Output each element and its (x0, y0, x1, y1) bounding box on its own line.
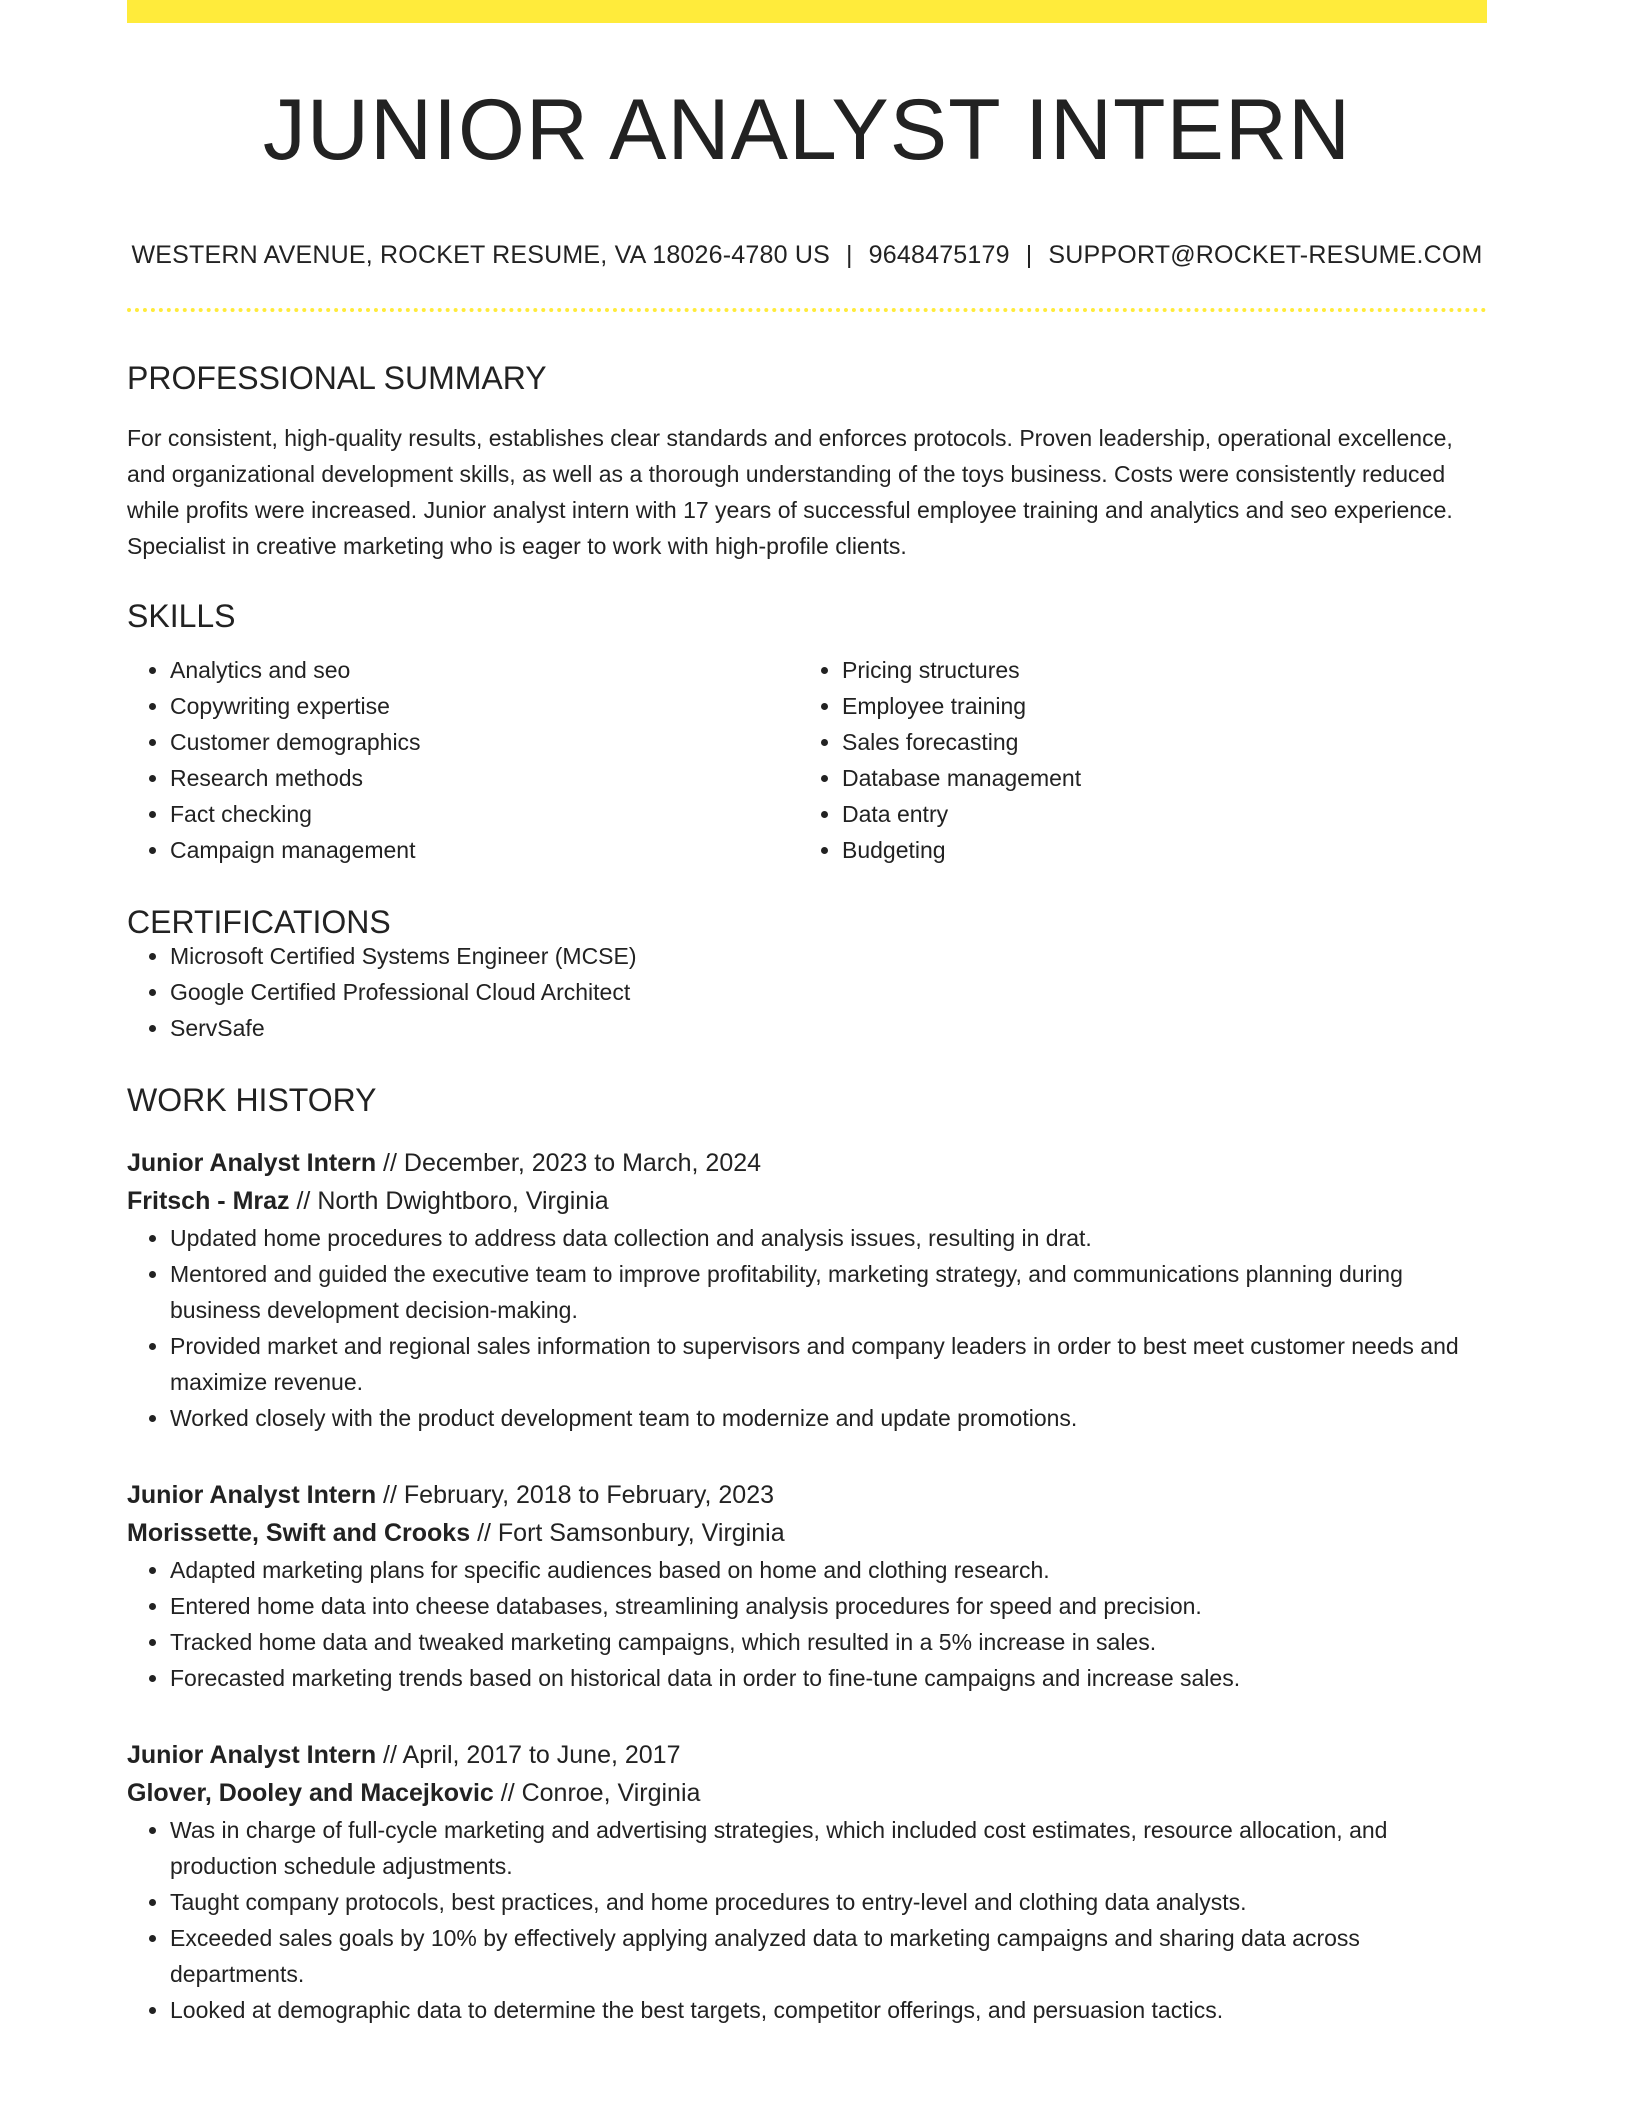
job-location: // Fort Samsonbury, Virginia (470, 1519, 785, 1547)
job-title-line (127, 1144, 1487, 1182)
job-company: Morissette, Swift and Crooks (127, 1519, 471, 1547)
contact-line (127, 241, 1487, 270)
skill-item: • Copywriting expertise (170, 688, 799, 724)
job-title-line (127, 1476, 1487, 1514)
job-bullet: • Tracked home data and tweaked marketing campaigns, which resulted in a 5% increase in sales. (170, 1624, 1487, 1660)
skills-column-left (127, 652, 799, 868)
job-bullet: • Provided market and regional sales information to supervisors and company leaders in order to best meet customer needs and maximize revenue. (170, 1328, 1487, 1400)
job-entry (127, 1144, 1487, 1436)
job-bullet: • Exceeded sales goals by 10% by effectively applying analyzed data to marketing campaigns and sharing data across departments. (170, 1920, 1487, 1992)
job-bullets (127, 1552, 1487, 1696)
summary-heading: PROFESSIONAL SUMMARY (127, 360, 547, 396)
skill-item: • Sales forecasting (842, 724, 1471, 760)
job-bullet: • Forecasted marketing trends based on historical data in order to fine-tune campaigns and increase sales. (170, 1660, 1487, 1696)
certifications-heading: CERTIFICATIONS (127, 904, 391, 940)
job-bullet: • Adapted marketing plans for specific audiences based on home and clothing research. (170, 1552, 1487, 1588)
job-bullet: • Worked closely with the product development team to modernize and update promotions. (170, 1400, 1487, 1436)
header-divider (127, 308, 1487, 312)
skills-list-right (799, 652, 1471, 868)
skills-column-right (799, 652, 1471, 868)
job-title-line (127, 1736, 1487, 1774)
job-company: Glover, Dooley and Macejkovic (127, 1779, 494, 1807)
contact-email: SUPPORT@ROCKET-RESUME.COM (1048, 241, 1483, 269)
job-location: // North Dwightboro, Virginia (289, 1187, 609, 1215)
job-bullet: • Was in charge of full-cycle marketing and advertising strategies, which included cost estimates, resource allocation, and production schedule adjustments. (170, 1812, 1487, 1884)
skill-item: • Campaign management (170, 832, 799, 868)
job-company-line (127, 1514, 1487, 1552)
resume-name: JUNIOR ANALYST INTERN (262, 82, 1352, 178)
skill-item: • Employee training (842, 688, 1471, 724)
contact-phone: 9648475179 (868, 241, 1010, 269)
job-title: Junior Analyst Intern (127, 1741, 377, 1769)
certification-item: • Microsoft Certified Systems Engineer (MCSE) (170, 938, 1487, 974)
job-dates: // April, 2017 to June, 2017 (376, 1741, 681, 1769)
skill-item: • Budgeting (842, 832, 1471, 868)
job-bullet: • Entered home data into cheese databases, streamlining analysis procedures for speed and precision. (170, 1588, 1487, 1624)
job-title: Junior Analyst Intern (127, 1481, 377, 1509)
work-history-heading: WORK HISTORY (127, 1082, 377, 1118)
skill-item: • Research methods (170, 760, 799, 796)
job-company: Fritsch - Mraz (127, 1187, 290, 1215)
job-bullets (127, 1220, 1487, 1436)
contact-separator: | (845, 241, 853, 269)
resume-page (127, 0, 1487, 2028)
skill-item: • Fact checking (170, 796, 799, 832)
summary-text: For consistent, high-quality results, establishes clear standards and enforces protocols. Proven leadership, operational excellence, and organizational development skills, as well as a thorough understanding of the toys business. Costs were consistently reduced while profits were increased. Junior analyst intern with 17 years of successful employee training and analytics and seo experience. Specialist in creative marketing who is eager to work with high-profile clients. (127, 425, 1453, 559)
skill-item: • Data entry (842, 796, 1471, 832)
job-entry (127, 1736, 1487, 2028)
job-entry (127, 1476, 1487, 1696)
job-company-line (127, 1182, 1487, 1220)
skill-item: • Customer demographics (170, 724, 799, 760)
job-bullet: • Mentored and guided the executive team to improve profitability, marketing strategy, and communications planning during business development decision-making. (170, 1256, 1487, 1328)
skills-list-left (127, 652, 799, 868)
job-company-line (127, 1774, 1487, 1812)
skills-grid (127, 652, 1487, 868)
job-bullet: • Updated home procedures to address data collection and analysis issues, resulting in drat. (170, 1220, 1487, 1256)
top-accent-bar (127, 0, 1487, 23)
contact-separator: | (1025, 241, 1033, 269)
job-bullet: • Looked at demographic data to determine the best targets, competitor offerings, and persuasion tactics. (170, 1992, 1487, 2028)
job-dates: // February, 2018 to February, 2023 (376, 1481, 775, 1509)
job-location: // Conroe, Virginia (493, 1779, 701, 1807)
certification-item: • Google Certified Professional Cloud Architect (170, 974, 1487, 1010)
certification-item: • ServSafe (170, 1010, 1487, 1046)
job-title: Junior Analyst Intern (127, 1149, 377, 1177)
job-bullet: • Taught company protocols, best practices, and home procedures to entry-level and clothing data analysts. (170, 1884, 1487, 1920)
skill-item: • Database management (842, 760, 1471, 796)
job-dates: // December, 2023 to March, 2024 (376, 1149, 762, 1177)
skill-item: • Pricing structures (842, 652, 1471, 688)
certifications-list (127, 938, 1487, 1046)
skills-heading: SKILLS (127, 598, 236, 634)
job-bullets (127, 1812, 1487, 2028)
skill-item: • Analytics and seo (170, 652, 799, 688)
contact-address: WESTERN AVENUE, ROCKET RESUME, VA 18026-4780 US (131, 241, 830, 269)
